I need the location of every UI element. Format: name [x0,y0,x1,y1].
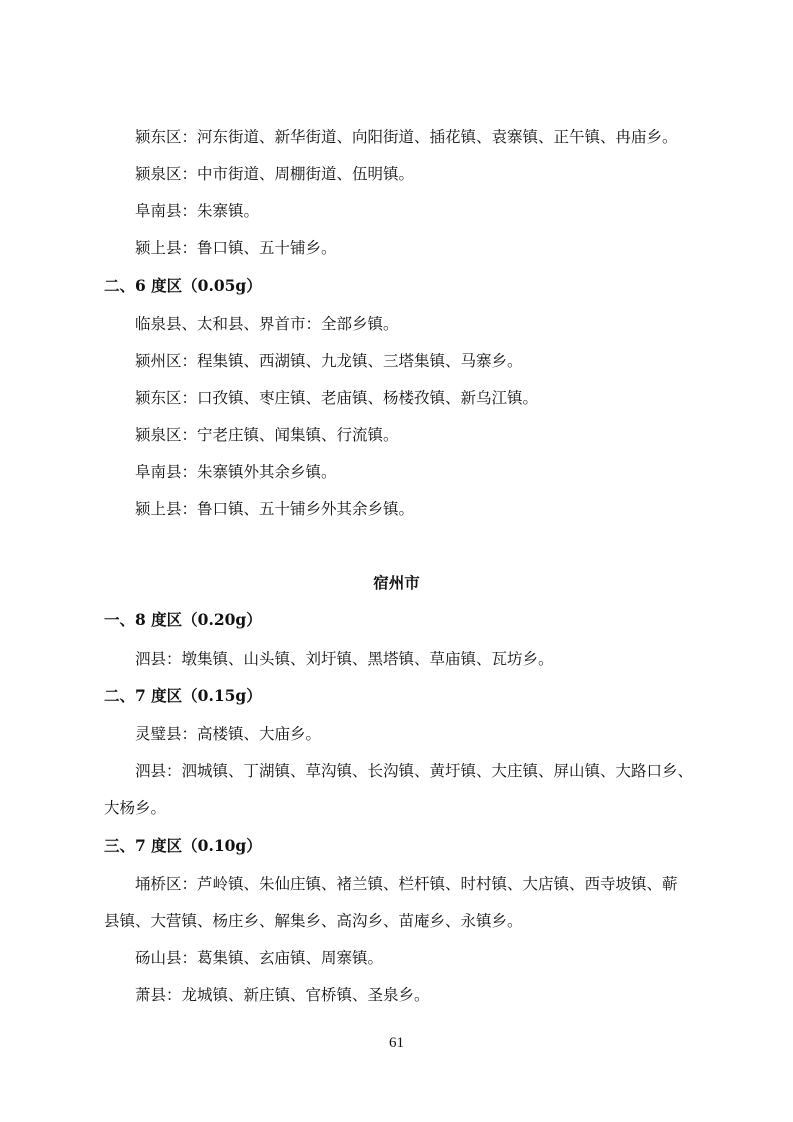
section-heading: 三、7 度区（0.10g） [104,836,262,855]
text-line: 砀山县：葛集镇、玄庙镇、周寨镇。 [135,949,384,967]
text-line: 颍泉区：中市街道、周棚街道、伍明镇。 [135,165,415,183]
text-line: 萧县：龙城镇、新庄镇、官桥镇、圣泉乡。 [135,986,430,1004]
text-line: 阜南县：朱寨镇外其余乡镇。 [135,463,337,481]
section-heading: 二、7 度区（0.15g） [104,686,262,705]
text-line: 颍东区：口孜镇、枣庄镇、老庙镇、杨楼孜镇、新乌江镇。 [135,389,539,407]
text-line-continued: 大杨乡。 [104,799,167,817]
page-number: 61 [389,1035,404,1051]
text-line: 埇桥区：芦岭镇、朱仙庄镇、褚兰镇、栏杆镇、时村镇、大店镇、西寺坡镇、蕲 [135,875,678,893]
text-line: 颍泉区：宁老庄镇、闻集镇、行流镇。 [135,426,399,444]
text-line: 阜南县：朱寨镇。 [135,202,260,220]
text-line: 泗县：泗城镇、丁湖镇、草沟镇、长沟镇、黄圩镇、大庄镇、屏山镇、大路口乡、 [135,762,694,780]
city-title: 宿州市 [373,573,420,592]
text-line: 灵璧县：高楼镇、大庙乡。 [135,725,322,743]
section-heading: 二、6 度区（0.05g） [104,276,262,295]
section-heading: 一、8 度区（0.20g） [104,610,262,629]
text-line: 临泉县、太和县、界首市：全部乡镇。 [135,315,399,333]
text-line: 泗县：墩集镇、山头镇、刘圩镇、黑塔镇、草庙镇、瓦坊乡。 [135,650,554,668]
text-line-continued: 县镇、大营镇、杨庄乡、解集乡、高沟乡、苗庵乡、永镇乡。 [104,912,523,930]
text-line: 颍上县：鲁口镇、五十铺乡。 [135,239,337,257]
text-line: 颍州区：程集镇、西湖镇、九龙镇、三塔集镇、马寨乡。 [135,352,523,370]
text-line: 颍上县：鲁口镇、五十铺乡外其余乡镇。 [135,500,415,518]
text-line: 颍东区：河东街道、新华街道、向阳街道、插花镇、袁寨镇、正午镇、冉庙乡。 [135,128,678,146]
